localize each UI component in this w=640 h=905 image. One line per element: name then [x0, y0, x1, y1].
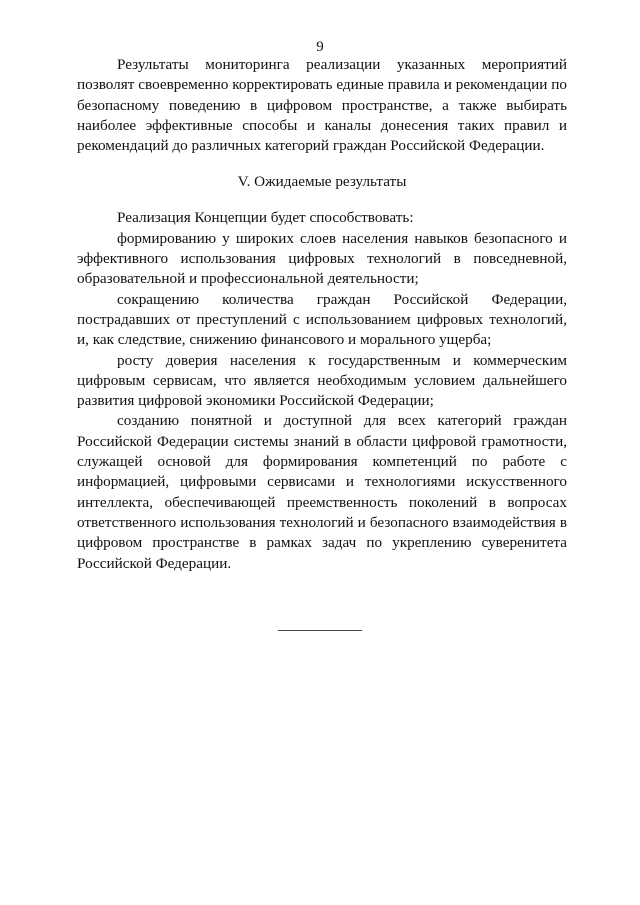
section-lead-paragraph: Реализация Концепции будет способствовать:: [117, 209, 414, 227]
expected-result-item-3: росту доверия населения к государственным и коммерческим цифровым сервисам, что является необходимым условием дальнейшего развития цифровой экономики Российской Федерации;: [77, 351, 567, 410]
page-content: [77, 55, 567, 574]
expected-result-item-1: формированию у широких слоев населения навыков безопасного и эффективного использования цифровых технологий в повседневной, образовательной и профессиональной деятельности;: [77, 229, 567, 288]
end-of-document-divider: [278, 630, 362, 631]
intro-paragraph: Результаты мониторинга реализации указанных мероприятий позволят своевременно корректировать единые правила и рекомендации по безопасному поведению в цифровом пространстве, а также выбирать наиболее эффективные способы и каналы донесения таких правил и рекомендаций до различных категорий граждан Российской Федерации.: [77, 56, 567, 155]
section-heading: V. Ожидаемые результаты: [237, 173, 407, 191]
page-number: 9: [316, 39, 324, 55]
expected-result-item-2: сокращению количества граждан Российской Федерации, пострадавших от преступлений с использованием цифровых технологий, и, как следствие, снижению финансового и морального ущерба;: [77, 290, 567, 349]
expected-result-item-4: созданию понятной и доступной для всех категорий граждан Российской Федерации системы знаний в области цифровой грамотности, служащей основой для формирования компетенций по работе с информацией, цифровыми сервисами и технологиями искусственного интеллекта, обеспечивающей преемственность поколений в вопросах ответственного использования технологий и безопасного взаимодействия в цифровом пространстве в рамках задач по укреплению суверенитета Российской Федерации.: [77, 412, 567, 572]
